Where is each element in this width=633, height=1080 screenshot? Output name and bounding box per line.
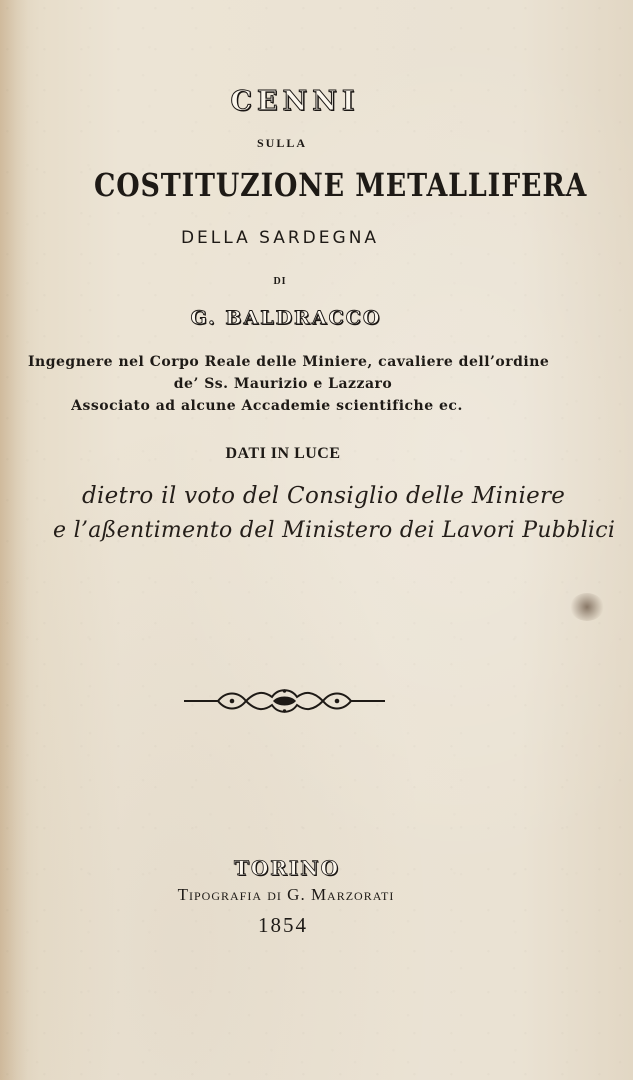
subtitle: DELLA SARDEGNA	[180, 228, 380, 248]
author-prefix: DI	[273, 276, 287, 287]
published-label: DATI IN LUCE	[225, 445, 341, 462]
publication-city: TORINO	[234, 856, 340, 880]
printer-ornament-icon	[182, 683, 387, 718]
author-credential-2: de’ Ss. Maurizio e Lazzaro	[173, 376, 393, 392]
author-credential-3: Associato ad alcune Accademie scientifiche ec.	[71, 398, 463, 414]
preposition: SULLA	[256, 136, 307, 150]
dedication-line-2: e l’aßentimento del Ministero dei Lavori Pubblici	[53, 518, 616, 543]
printer-name: Tipografia di G. Marzorati	[177, 885, 395, 904]
paper-stain	[570, 593, 604, 621]
dedication-line-1: dietro il voto del Consiglio delle Miniere	[82, 483, 566, 509]
title-word: CENNI	[230, 86, 360, 117]
main-title: COSTITUZIONE METALLIFERA	[94, 166, 588, 204]
author-name: G. BALDRACCO	[190, 307, 382, 329]
author-credential-1: Ingegnere nel Corpo Reale delle Miniere, cavaliere dell’ordine	[28, 354, 550, 370]
publication-year: 1854	[258, 913, 308, 937]
